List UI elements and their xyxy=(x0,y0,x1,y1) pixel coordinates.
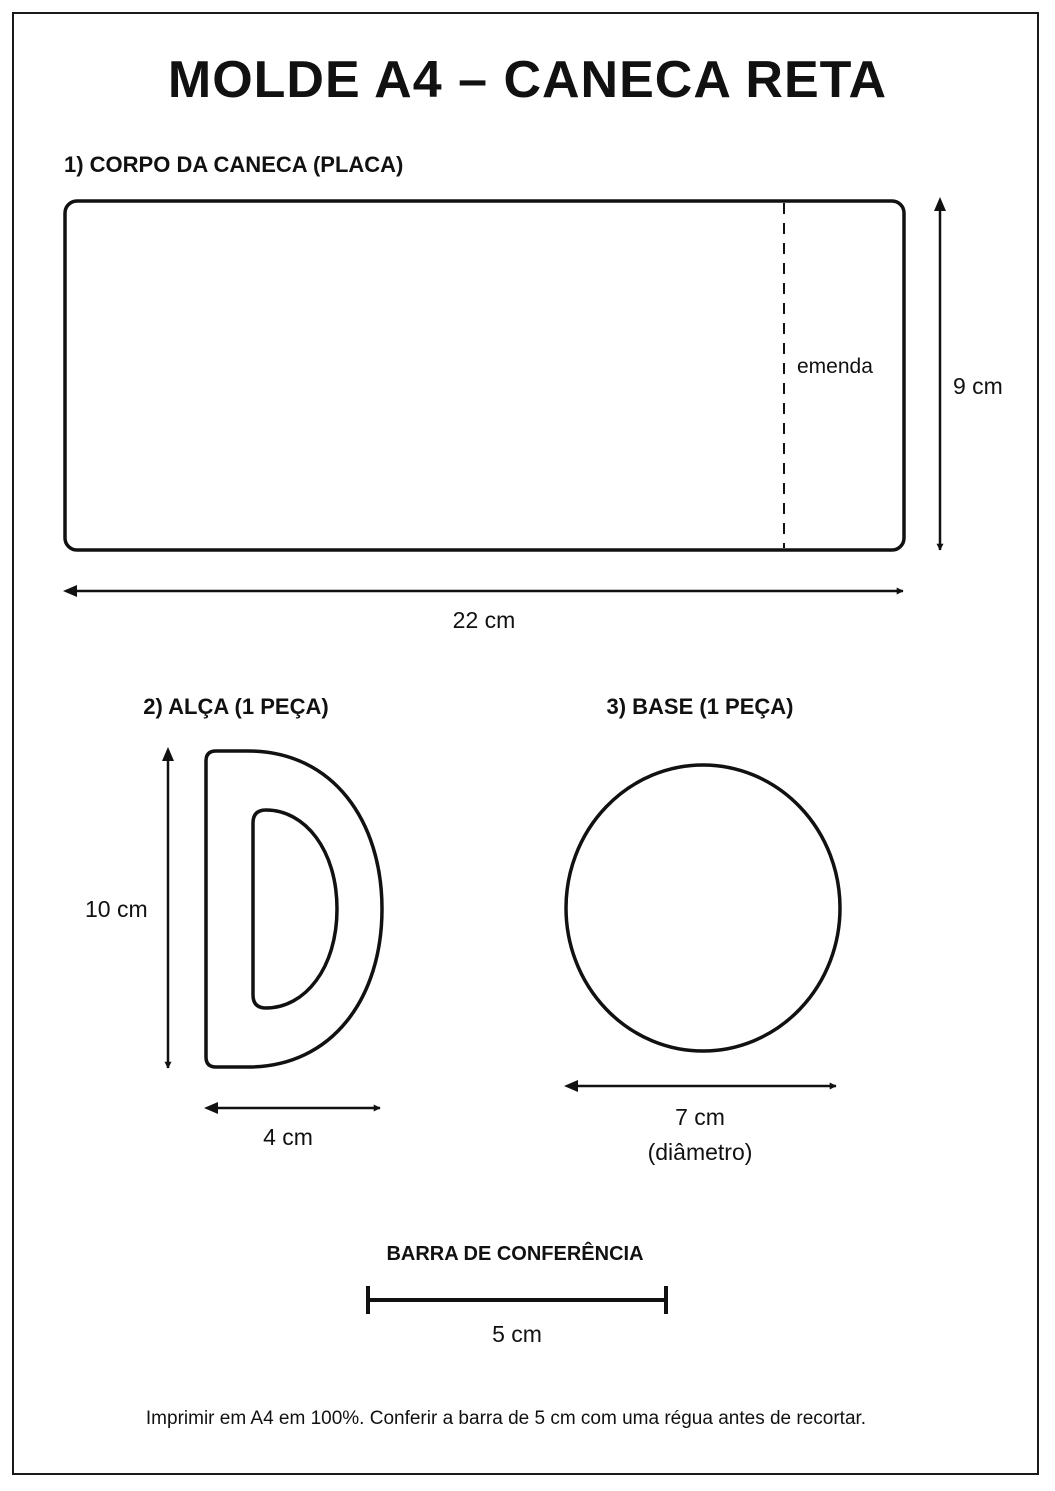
base-diameter-label: 7 cm xyxy=(675,1104,725,1130)
seam-label: emenda xyxy=(797,355,873,378)
arrowhead-icon xyxy=(204,1102,218,1114)
base-diameter-note: (diâmetro) xyxy=(647,1139,753,1165)
check-bar-label: 5 cm xyxy=(492,1321,542,1347)
footer-note: Imprimir em A4 em 100%. Conferir a barra de 5 cm com uma régua antes de recortar. xyxy=(145,1408,867,1429)
arrowhead-icon xyxy=(63,585,77,597)
check-bar-heading: BARRA DE CONFERÊNCIA xyxy=(386,1243,644,1265)
handle-section-heading: 2) ALÇA (1 PEÇA) xyxy=(143,694,329,719)
arrowhead-icon xyxy=(934,197,946,211)
body-section-heading: 1) CORPO DA CANECA (PLACA) xyxy=(64,152,404,177)
base-section-heading: 3) BASE (1 PEÇA) xyxy=(606,694,794,719)
page-title: MOLDE A4 – CANECA RETA xyxy=(167,51,888,109)
handle-width-label: 4 cm xyxy=(263,1124,313,1150)
body-height-label: 9 cm xyxy=(953,373,1003,399)
body-width-label: 22 cm xyxy=(452,607,516,633)
arrowhead-icon xyxy=(162,747,174,761)
handle-height-label: 10 cm xyxy=(85,896,148,922)
arrowhead-icon xyxy=(564,1080,578,1092)
